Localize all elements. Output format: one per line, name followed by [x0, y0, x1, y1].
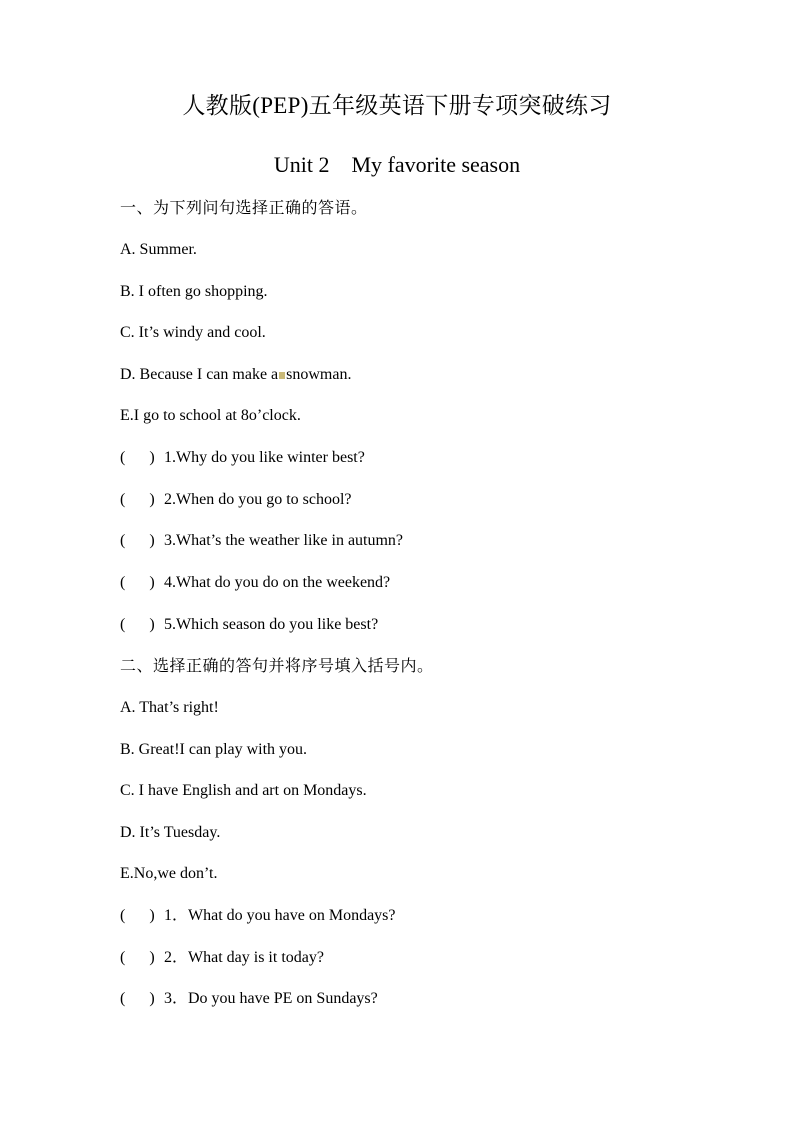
question-text: 3．Do you have PE on Sundays? [164, 990, 378, 1007]
question-text: 1．What do you have on Mondays? [164, 907, 396, 924]
section-2-option-e: E.No,we don’t. [120, 865, 218, 882]
question-text: 2．What day is it today? [164, 949, 324, 966]
unit-subtitle [0, 148, 794, 182]
section-2-question-2 [120, 946, 324, 970]
section-2-question-1 [120, 904, 396, 928]
highlight-mark [279, 372, 285, 379]
question-text: 5.Which season do you like best? [164, 616, 379, 633]
question-text: 4.What do you do on the weekend? [164, 574, 391, 591]
section-1-question-3 [120, 529, 403, 553]
page-title: 人教版(PEP)五年级英语下册专项突破练习 [182, 93, 612, 118]
answer-blank[interactable]: ( ) [120, 532, 155, 549]
section-2-option-c: C. I have English and art on Mondays. [120, 782, 367, 799]
section-2-heading: 二、选择正确的答句并将序号填入括号内。 [120, 656, 434, 675]
unit-number: Unit 2 [273, 152, 330, 177]
question-text: 3.What’s the weather like in autumn? [164, 532, 404, 549]
section-2-question-3 [120, 987, 378, 1011]
section-2-option-a: A. That’s right! [120, 699, 219, 716]
section-2-option-b: B. Great!I can play with you. [120, 741, 308, 758]
section-1-option-c: C. It’s windy and cool. [120, 324, 266, 341]
section-1-option-a: A. Summer. [120, 241, 197, 258]
answer-blank[interactable]: ( ) [120, 449, 155, 466]
answer-blank[interactable]: ( ) [120, 990, 155, 1007]
unit-name: My favorite season [351, 152, 521, 177]
answer-blank[interactable]: ( ) [120, 491, 155, 508]
answer-blank[interactable]: ( ) [120, 949, 155, 966]
section-1-option-d [120, 363, 351, 387]
section-1-heading: 一、为下列问句选择正确的答语。 [120, 198, 368, 217]
answer-blank[interactable]: ( ) [120, 574, 155, 591]
question-text: 1.Why do you like winter best? [164, 449, 365, 466]
section-1-option-b: B. I often go shopping. [120, 283, 268, 300]
answer-blank[interactable]: ( ) [120, 907, 155, 924]
answer-blank[interactable]: ( ) [120, 616, 155, 633]
option-d-text: D. Because I can make a [120, 366, 279, 383]
option-d-tail: snowman. [286, 366, 352, 383]
section-1-option-e: E.I go to school at 8o’clock. [120, 407, 301, 424]
section-1-question-5 [120, 613, 378, 637]
section-1-question-1 [120, 446, 365, 470]
section-1-question-4 [120, 571, 390, 595]
question-text: 2.When do you go to school? [164, 491, 352, 508]
section-2-option-d: D. It’s Tuesday. [120, 824, 221, 841]
section-1-question-2 [120, 488, 352, 512]
